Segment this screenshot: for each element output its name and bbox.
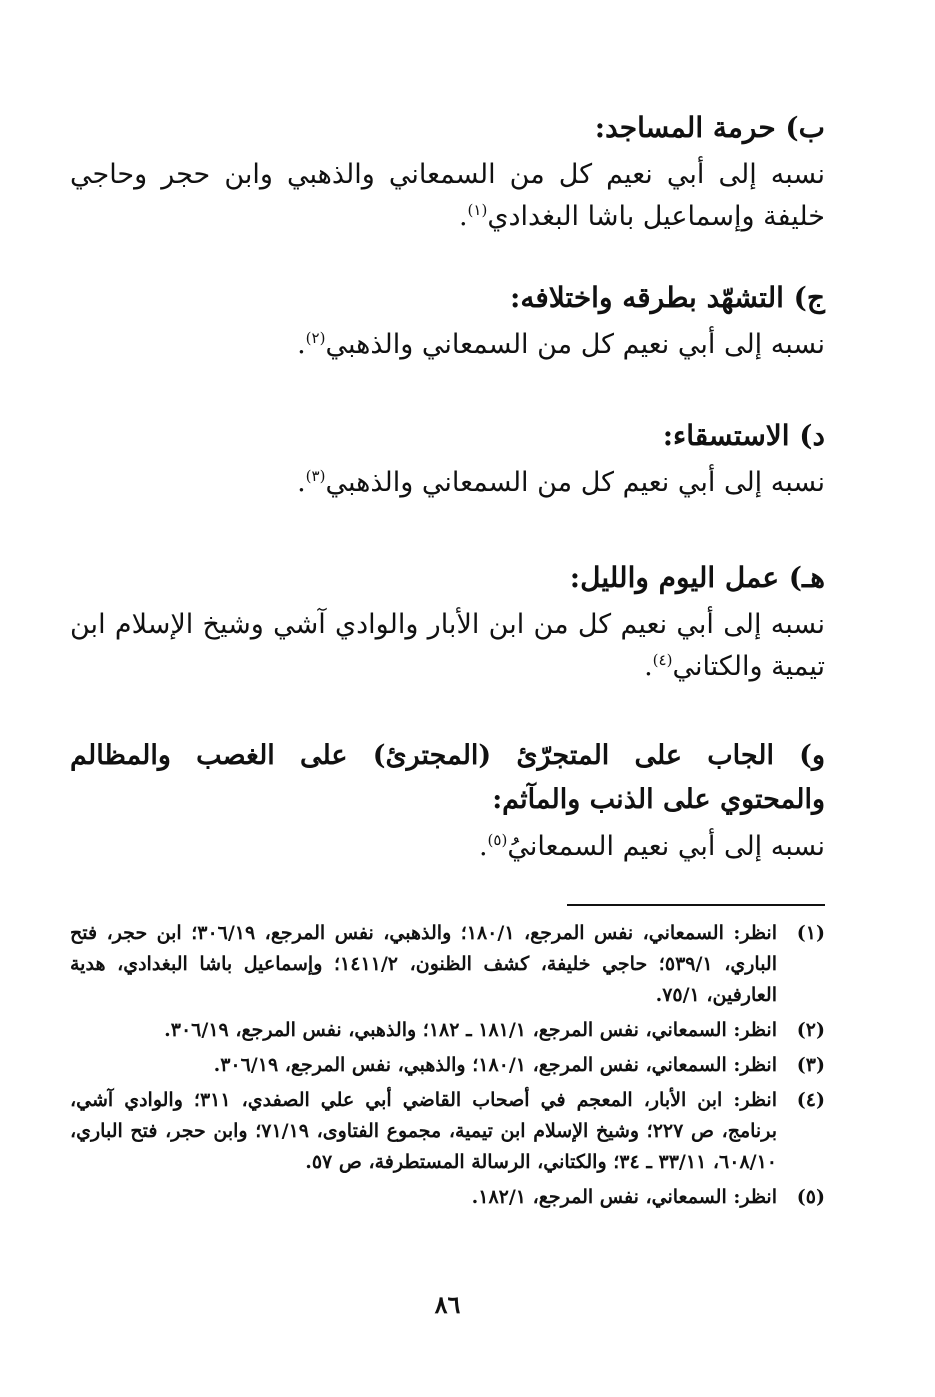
- footnote-ref: (٣): [305, 467, 326, 485]
- footnote-text: انظر: ابن الأبار، المعجم في أصحاب القاضي أبي علي الصفدي، ٣١١؛ والوادي آشي، برنامج، ص ٢٢٧؛ وشيخ الإسلام ابن تيمية، مجموع الفتاوى، ٧١/١٩؛ وابن حجر، فتح الباري، ٦٠٨/١٠، ٣٣/١١ ـ ٣٤؛ والكتاني، الرسالة المستطرفة، ص ٥٧.: [70, 1089, 778, 1173]
- section-heading: هـ) عمل اليوم والليل:: [569, 561, 825, 594]
- section-heading: ب) حرمة المساجد:: [594, 111, 825, 144]
- footnote-item: [70, 1182, 825, 1213]
- footnote-divider: [567, 904, 825, 906]
- section-text: نسبه إلى أبي نعيم كل من ابن الأبار والوادي آشي وشيخ الإسلام ابن تيمية والكتاني$^{(٤)}$.: [70, 609, 825, 682]
- section-heading: و) الجاب على المتجرّئ (المجترئ) على الغصب والمظالم والمحتوي على الذنب والمآثم:: [70, 740, 825, 815]
- footnote-item: [70, 1015, 825, 1046]
- footnote-number: (٥): [796, 1186, 825, 1208]
- book-page: [70, 0, 825, 1397]
- footnotes: [70, 918, 825, 1217]
- footnote-item: [70, 1050, 825, 1081]
- section-w: [70, 734, 825, 868]
- footnote-item: [70, 1085, 825, 1178]
- section-text: نسبه إلى أبي نعيم كل من السمعاني والذهبي وابن حجر وحاجي خليفة وإسماعيل باشا البغدادي$^{(١)}$.: [70, 159, 825, 232]
- footnote-number: (٣): [796, 1054, 825, 1076]
- footnote-ref: (٥): [487, 831, 508, 849]
- footnote-text: انظر: السمعاني، نفس المرجع، ١٨١/١ ـ ١٨٢؛ والذهبي، نفس المرجع، ٣٠٦/١٩.: [164, 1019, 777, 1041]
- section-h: [70, 556, 825, 688]
- section-text: نسبه إلى أبي نعيم السمعانيُ$^{(٥)}$.: [478, 831, 825, 862]
- section-heading: ج) التشهّد بطرقه واختلافه:: [509, 281, 825, 314]
- section-text: نسبه إلى أبي نعيم كل من السمعاني والذهبي$^{(٣)}$.: [297, 467, 825, 498]
- footnote-number: (٤): [796, 1089, 825, 1111]
- section-heading: د) الاستسقاء:: [662, 419, 825, 452]
- footnote-text: انظر: السمعاني، نفس المرجع، ١٨٠/١؛ والذهبي، نفس المرجع، ٣٠٦/١٩؛ ابن حجر، فتح الباري، ٥٣٩/١؛ حاجي خليفة، كشف الظنون، ١٤١١/٢؛ وإسماعيل باشا البغدادي، هدية العارفين، ٧٥/١.: [70, 922, 778, 1006]
- footnote-number: (١): [796, 922, 825, 944]
- footnote-text: انظر: السمعاني، نفس المرجع، ١٨٠/١؛ والذهبي، نفس المرجع، ٣٠٦/١٩.: [213, 1054, 777, 1076]
- footnote-item: [70, 918, 825, 1011]
- section-text: نسبه إلى أبي نعيم كل من السمعاني والذهبي$^{(٢)}$.: [297, 329, 825, 360]
- footnote-ref: (٢): [305, 329, 326, 347]
- footnote-text: انظر: السمعاني، نفس المرجع، ١٨٢/١.: [471, 1186, 777, 1208]
- page-number: ٨٦: [434, 1290, 461, 1319]
- section-b: [70, 106, 825, 238]
- section-d: [70, 414, 825, 504]
- footnote-ref: (١): [467, 201, 488, 219]
- section-j: [70, 276, 825, 366]
- footnote-number: (٢): [796, 1019, 825, 1041]
- footnote-ref: (٤): [652, 651, 673, 669]
